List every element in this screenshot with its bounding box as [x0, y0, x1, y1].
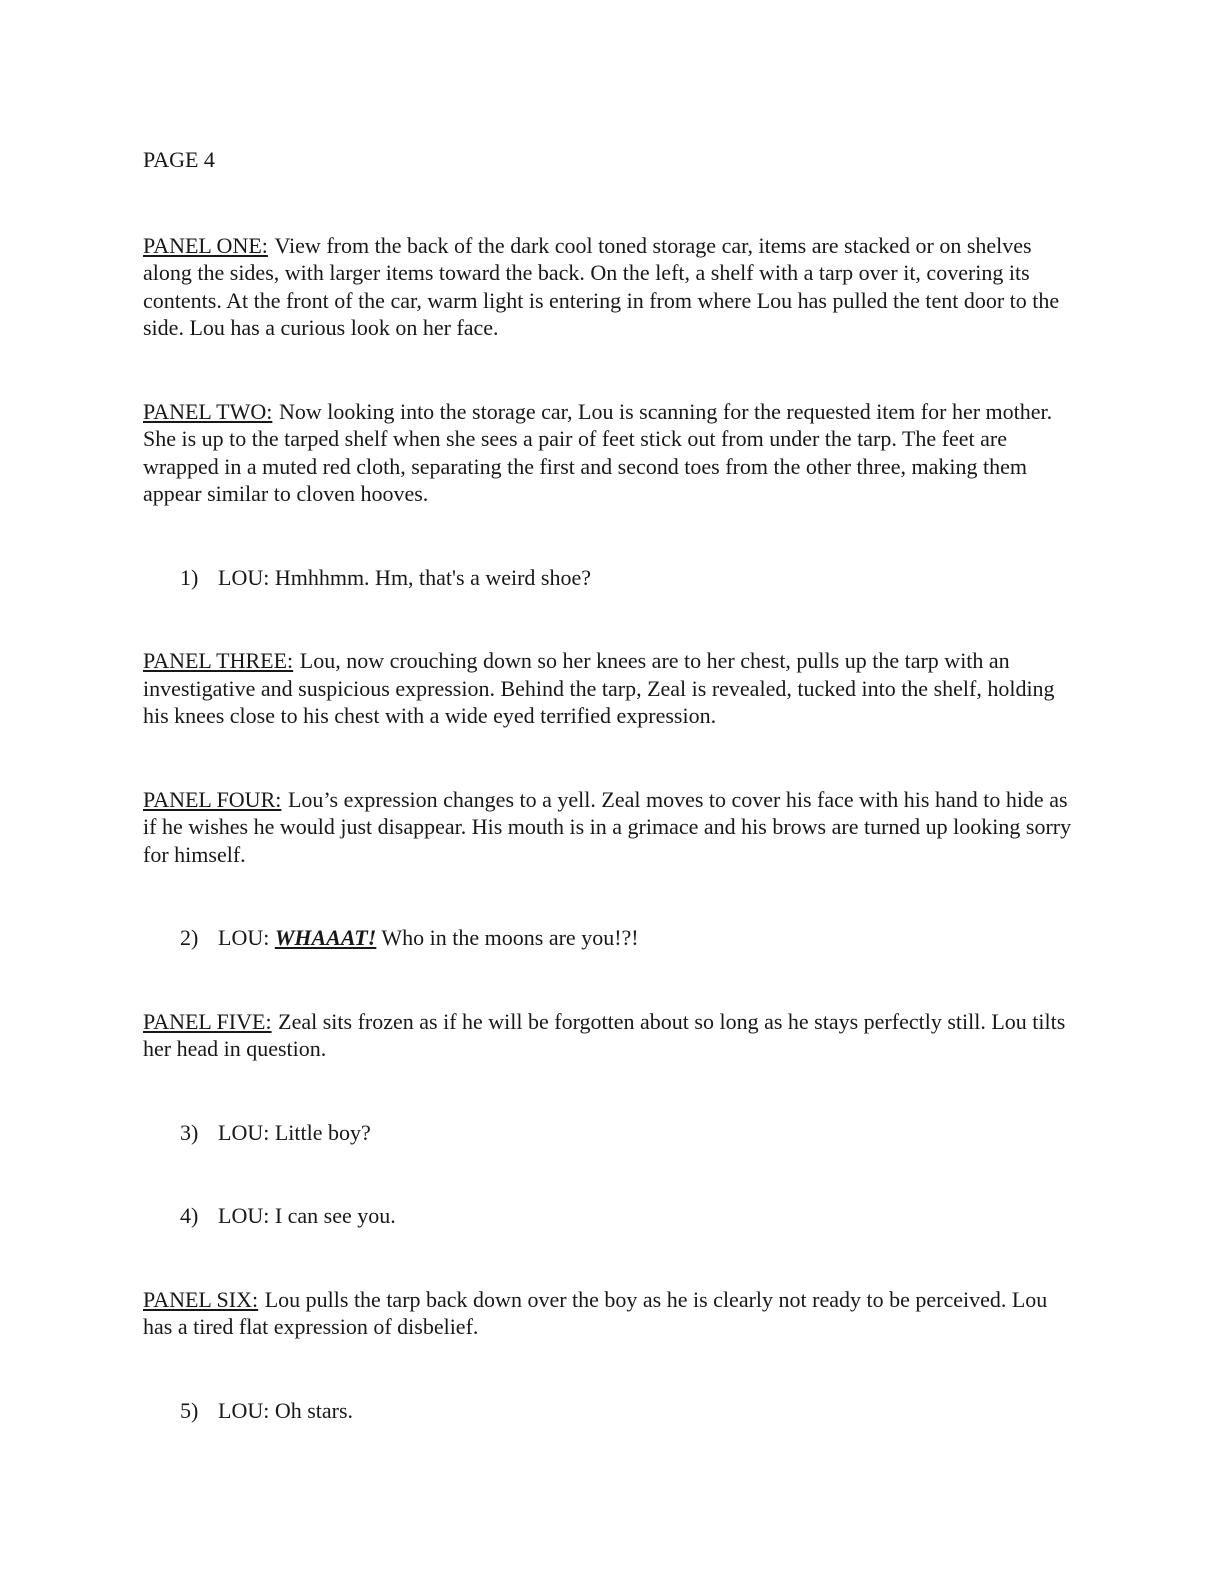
- panel-three-text: Lou, now crouching down so her knees are to her chest, pulls up the tarp with an investigative and suspicious expression. Behind the tarp, Zeal is revealed, tucked into the shelf, holding his knees close to his chest with a wide eyed terrified expression.: [143, 648, 1055, 728]
- dialogue-line-3: [180, 1119, 1079, 1147]
- dialogue-text: LOU: Hmhhmm. Hm, that's a weird shoe?: [218, 564, 592, 590]
- dialogue-number: 5): [180, 1397, 199, 1423]
- panel-one-label: PANEL ONE:: [143, 232, 268, 258]
- dialogue-text: Who in the moons are you!?!: [376, 925, 639, 950]
- panel-five-text: Zeal sits frozen as if he will be forgotten about so long as he stays perfectly still. Lou tilts her head in question.: [143, 1008, 1066, 1061]
- dialogue-line-4: [180, 1202, 1079, 1230]
- panel-four-description: [143, 786, 1079, 869]
- dialogue-text: LOU: Oh stars.: [218, 1397, 354, 1423]
- panel-two-description: [143, 398, 1079, 508]
- panel-five-description: [143, 1008, 1079, 1063]
- panel-five-label: PANEL FIVE:: [143, 1008, 272, 1034]
- dialogue-text: LOU: Little boy?: [218, 1119, 371, 1145]
- panel-three-label: PANEL THREE:: [143, 648, 294, 673]
- panel-two-label: PANEL TWO:: [143, 398, 273, 424]
- dialogue-text: LOU: I can see you.: [218, 1203, 396, 1228]
- dialogue-number: 1): [180, 564, 199, 590]
- panel-one-text: View from the back of the dark cool toned storage car, items are stacked or on shelves along the sides, with larger items toward the back. On the left, a shelf with a tarp over it, covering its contents. At the front of the car, warm light is entering in from where Lou has pulled the tent door to the side. Lou has a curious look on her face.: [143, 232, 1060, 340]
- dialogue-number: 4): [180, 1203, 199, 1228]
- page-title: PAGE 4: [143, 147, 215, 172]
- panel-three-description: [143, 647, 1079, 730]
- dialogue-emphasis: WHAAAT!: [274, 925, 377, 950]
- dialogue-number: 2): [180, 925, 199, 950]
- dialogue-speaker: LOU:: [218, 925, 275, 950]
- dialogue-number: 3): [180, 1119, 199, 1145]
- panel-four-label: PANEL FOUR:: [143, 786, 282, 812]
- dialogue-line-2: [180, 924, 1079, 952]
- panel-one-description: [143, 232, 1079, 342]
- panel-six-description: [143, 1286, 1079, 1341]
- panel-two-text: Now looking into the storage car, Lou is scanning for the requested item for her mother. She is up to the tarped shelf when she sees a pair of feet stick out from under the tarp. The feet are wrapped in a muted red cloth, separating the first and second toes from the other three, making them appear similar to cloven hooves.: [143, 398, 1053, 506]
- panel-four-text: Lou’s expression changes to a yell. Zeal moves to cover his face with his hand to hide as if he wishes he would just disappear. His mouth is in a grimace and his brows are turned up looking sorry for himself.: [143, 786, 1072, 867]
- dialogue-line-1: [180, 564, 1079, 592]
- dialogue-line-5: [180, 1397, 1079, 1425]
- panel-six-text: Lou pulls the tarp back down over the boy as he is clearly not ready to be perceived. Lou has a tired flat expression of disbelief.: [143, 1286, 1048, 1339]
- panel-six-label: PANEL SIX:: [143, 1286, 259, 1312]
